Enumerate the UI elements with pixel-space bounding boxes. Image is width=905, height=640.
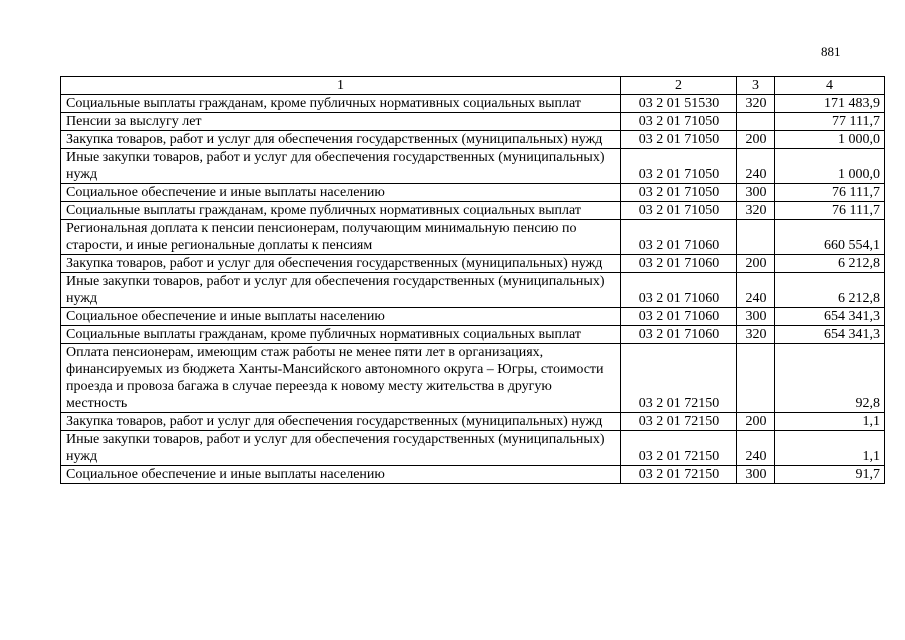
row-amount-cell: 77 111,7 — [775, 113, 885, 131]
row-amount-cell: 1 000,0 — [775, 149, 885, 184]
table-row — [61, 149, 885, 184]
row-amount-cell: 1,1 — [775, 413, 885, 431]
row-vr-cell: 240 — [737, 431, 775, 466]
header-cell-amount: 4 — [775, 77, 885, 95]
row-name-cell: Социальные выплаты гражданам, кроме публичных нормативных социальных выплат — [61, 326, 621, 344]
row-vr-cell: 240 — [737, 273, 775, 308]
row-code-cell: 03 2 01 71050 — [621, 202, 737, 220]
row-vr-cell: 320 — [737, 202, 775, 220]
row-vr-cell — [737, 113, 775, 131]
row-name-cell: Социальные выплаты гражданам, кроме публичных нормативных социальных выплат — [61, 202, 621, 220]
row-name-cell: Региональная доплата к пенсии пенсионерам, получающим минимальную пенсию по старости, и иные региональные доплаты к пенсиям — [61, 220, 621, 255]
row-vr-cell: 300 — [737, 184, 775, 202]
row-code-cell: 03 2 01 71060 — [621, 220, 737, 255]
row-vr-cell — [737, 344, 775, 413]
row-code-cell: 03 2 01 72150 — [621, 413, 737, 431]
table-row — [61, 273, 885, 308]
table-row — [61, 326, 885, 344]
row-name-cell: Иные закупки товаров, работ и услуг для обеспечения государственных (муниципальных) нужд — [61, 431, 621, 466]
row-code-cell: 03 2 01 71060 — [621, 273, 737, 308]
row-vr-cell — [737, 220, 775, 255]
table-row — [61, 184, 885, 202]
header-row — [61, 77, 885, 95]
row-amount-cell: 6 212,8 — [775, 255, 885, 273]
table-row — [61, 308, 885, 326]
row-amount-cell: 1 000,0 — [775, 131, 885, 149]
row-amount-cell: 6 212,8 — [775, 273, 885, 308]
row-amount-cell: 91,7 — [775, 466, 885, 484]
row-amount-cell: 76 111,7 — [775, 184, 885, 202]
table-row — [61, 255, 885, 273]
row-name-cell: Оплата пенсионерам, имеющим стаж работы не менее пяти лет в организациях, финансируемых из бюджета Ханты-Мансийского автономного округа – Югры, стоимости проезда и провоза багажа в случае переезда к новому месту жительства в другую местность — [61, 344, 621, 413]
row-code-cell: 03 2 01 51530 — [621, 95, 737, 113]
row-amount-cell: 660 554,1 — [775, 220, 885, 255]
table-row — [61, 431, 885, 466]
row-code-cell: 03 2 01 72150 — [621, 466, 737, 484]
row-amount-cell: 171 483,9 — [775, 95, 885, 113]
table-row — [61, 220, 885, 255]
table-row — [61, 113, 885, 131]
table-row — [61, 344, 885, 413]
row-code-cell: 03 2 01 71050 — [621, 131, 737, 149]
budget-table — [60, 76, 885, 484]
row-code-cell: 03 2 01 71050 — [621, 113, 737, 131]
row-vr-cell: 320 — [737, 95, 775, 113]
row-code-cell: 03 2 01 71060 — [621, 308, 737, 326]
header-cell-name: 1 — [61, 77, 621, 95]
row-amount-cell: 654 341,3 — [775, 308, 885, 326]
row-vr-cell: 300 — [737, 308, 775, 326]
row-name-cell: Социальные выплаты гражданам, кроме публичных нормативных социальных выплат — [61, 95, 621, 113]
table-row — [61, 131, 885, 149]
row-name-cell: Закупка товаров, работ и услуг для обеспечения государственных (муниципальных) нужд — [61, 131, 621, 149]
row-code-cell: 03 2 01 71050 — [621, 149, 737, 184]
row-code-cell: 03 2 01 72150 — [621, 344, 737, 413]
header-cell-code: 2 — [621, 77, 737, 95]
row-name-cell: Пенсии за выслугу лет — [61, 113, 621, 131]
table-row — [61, 202, 885, 220]
row-amount-cell: 76 111,7 — [775, 202, 885, 220]
row-amount-cell: 1,1 — [775, 431, 885, 466]
row-vr-cell: 300 — [737, 466, 775, 484]
row-name-cell: Иные закупки товаров, работ и услуг для обеспечения государственных (муниципальных) нужд — [61, 149, 621, 184]
table-row — [61, 413, 885, 431]
header-cell-vr: 3 — [737, 77, 775, 95]
row-vr-cell: 320 — [737, 326, 775, 344]
row-name-cell: Социальное обеспечение и иные выплаты населению — [61, 308, 621, 326]
table-row — [61, 95, 885, 113]
row-vr-cell: 240 — [737, 149, 775, 184]
row-vr-cell: 200 — [737, 131, 775, 149]
row-code-cell: 03 2 01 71060 — [621, 326, 737, 344]
row-vr-cell: 200 — [737, 255, 775, 273]
page-number: 881 — [821, 44, 841, 59]
table-row — [61, 466, 885, 484]
row-code-cell: 03 2 01 72150 — [621, 431, 737, 466]
row-name-cell: Закупка товаров, работ и услуг для обеспечения государственных (муниципальных) нужд — [61, 413, 621, 431]
table-body — [61, 95, 885, 484]
row-name-cell: Закупка товаров, работ и услуг для обеспечения государственных (муниципальных) нужд — [61, 255, 621, 273]
row-name-cell: Социальное обеспечение и иные выплаты населению — [61, 466, 621, 484]
row-amount-cell: 654 341,3 — [775, 326, 885, 344]
row-code-cell: 03 2 01 71060 — [621, 255, 737, 273]
row-name-cell: Иные закупки товаров, работ и услуг для обеспечения государственных (муниципальных) нужд — [61, 273, 621, 308]
row-name-cell: Социальное обеспечение и иные выплаты населению — [61, 184, 621, 202]
row-code-cell: 03 2 01 71050 — [621, 184, 737, 202]
row-vr-cell: 200 — [737, 413, 775, 431]
row-amount-cell: 92,8 — [775, 344, 885, 413]
